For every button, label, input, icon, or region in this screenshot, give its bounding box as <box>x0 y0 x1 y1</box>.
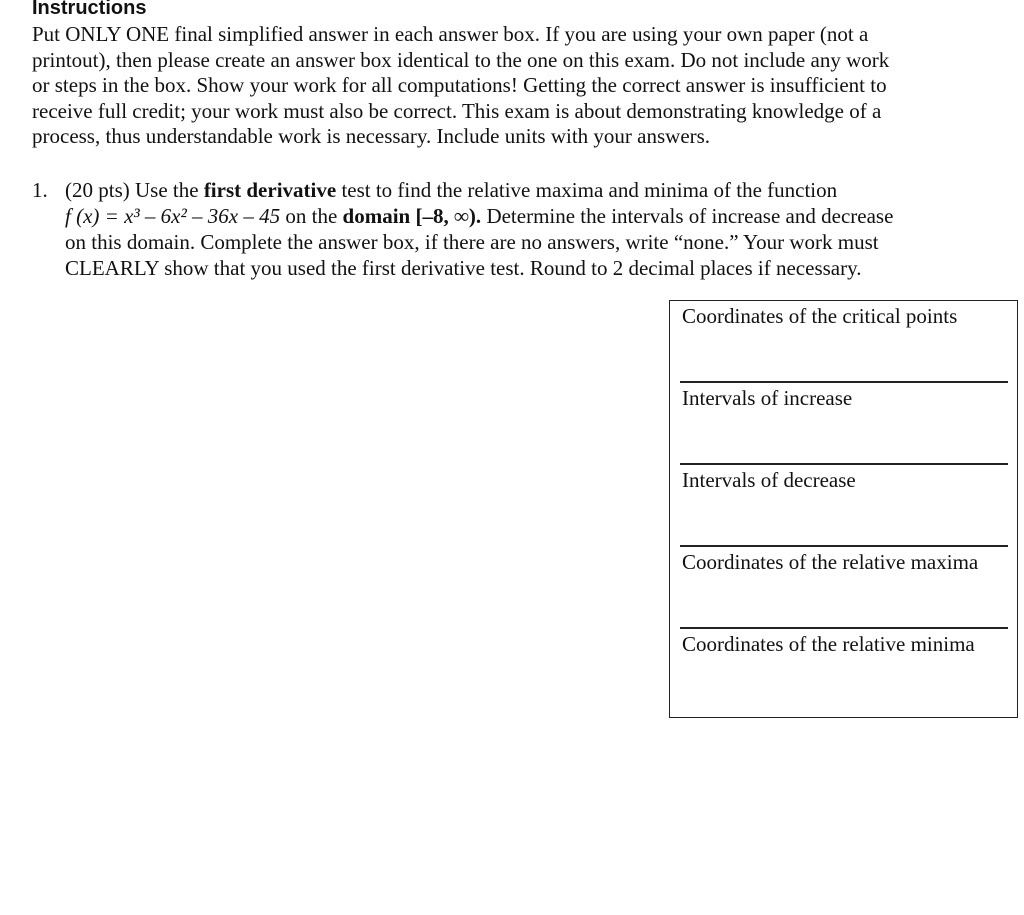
question-text: on the <box>280 204 343 228</box>
instructions-line: Put ONLY ONE final simplified answer in each answer box. If you are using your own paper (not a <box>32 22 869 46</box>
question-1 <box>32 177 992 281</box>
answer-box[interactable] <box>669 300 1018 718</box>
instructions-text <box>32 22 992 150</box>
question-line-4: CLEARLY show that you used the first derivative test. Round to 2 decimal places if necessary. <box>65 256 862 280</box>
instructions-line: process, thus understandable work is necessary. Include units with your answers. <box>32 124 711 148</box>
question-text: Determine the intervals of increase and decrease <box>481 204 894 228</box>
answer-label-critical-points: Coordinates of the critical points <box>682 304 958 328</box>
answer-divider <box>680 627 1008 629</box>
answer-label-intervals-increase: Intervals of increase <box>682 386 853 410</box>
question-line-1 <box>32 177 992 203</box>
answer-divider <box>680 545 1008 547</box>
instructions-line: printout), then please create an answer box identical to the one on this exam. Do not include any work <box>32 47 890 72</box>
question-bold-term: first derivative <box>203 178 337 202</box>
instructions-heading: Instructions <box>32 0 147 19</box>
question-line-2 <box>32 203 992 229</box>
answer-label-relative-maxima: Coordinates of the relative maxima <box>682 550 979 574</box>
domain-bold-term: domain [–8, ∞). <box>342 204 482 228</box>
answer-divider <box>680 381 1008 383</box>
answer-label-relative-minima: Coordinates of the relative minima <box>682 632 975 656</box>
answer-divider <box>680 463 1008 465</box>
question-line-3: on this domain. Complete the answer box, if there are no answers, write “none.” Your work must <box>65 230 879 254</box>
instructions-line: receive full credit; your work must also be correct. This exam is about demonstrating knowledge of a <box>32 98 882 123</box>
question-number: 1. <box>32 178 48 202</box>
function-expression: f (x) = x³ – 6x² – 36x – 45 <box>65 204 281 228</box>
instructions-line: or steps in the box. Show your work for all computations! Getting the correct answer is insufficient to <box>32 73 887 97</box>
question-text: (20 pts) Use the <box>65 178 204 202</box>
answer-label-intervals-decrease: Intervals of decrease <box>682 468 856 492</box>
question-text: test to find the relative maxima and minima of the function <box>336 178 838 202</box>
